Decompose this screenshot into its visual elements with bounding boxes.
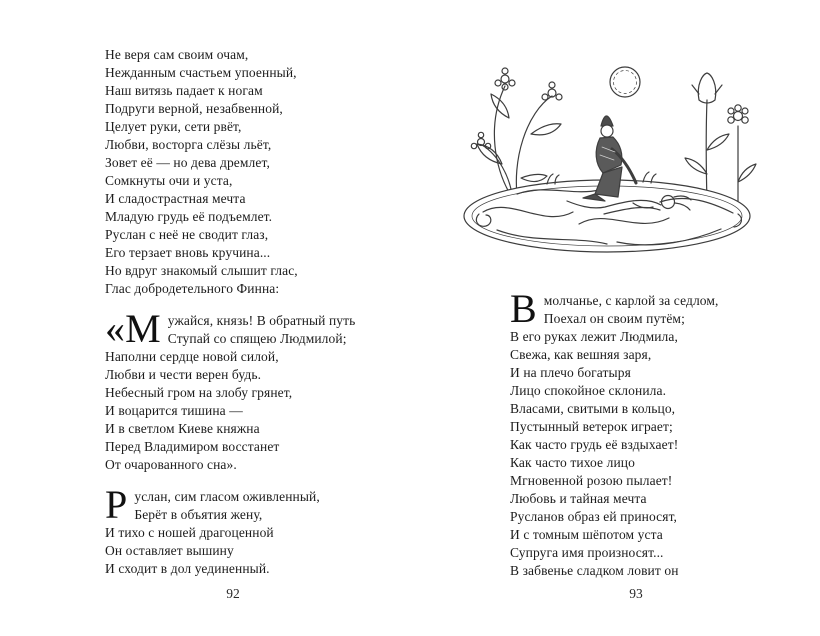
poem-line: Нежданным счастьем упоенный, xyxy=(105,65,297,80)
right-page xyxy=(410,0,820,636)
poem-line: Лицо спокойное склонила. xyxy=(510,383,667,398)
poem-line: Русланов образ ей приносят, xyxy=(510,509,678,524)
poem-line: Наш витязь падает к ногам xyxy=(105,83,263,98)
poem-line: Ступай со спящею Людмилой; xyxy=(167,331,347,346)
poem-line: ужайся, князь! В обратный путь xyxy=(167,313,356,328)
stanza-lines xyxy=(105,46,361,298)
poem-line: Сомкнуты очи и уста, xyxy=(105,173,233,188)
poem-line: Власами, свитыми в кольцо, xyxy=(510,401,676,416)
poem-line: Руслан с неё не сводит глаз, xyxy=(105,227,269,242)
poem-line: Наполни сердце новой силой, xyxy=(105,349,279,364)
poem-line: Не веря сам своим очам, xyxy=(105,47,249,62)
drop-cap: Р xyxy=(105,482,128,527)
poem-line: Но вдруг знакомый слышит глас, xyxy=(105,263,298,278)
poem-line: Подруги верной, незабвенной, xyxy=(105,101,283,116)
stanza xyxy=(105,482,361,578)
drop-cap: В xyxy=(510,286,537,331)
poem-line: Глас добродетельного Финна: xyxy=(105,281,280,296)
poem-line: Целует руки, сети рвёт, xyxy=(105,119,242,134)
poem-line: В забвенье сладком ловит он xyxy=(510,563,679,578)
poem-line: От очарованного сна». xyxy=(105,457,237,472)
poem-line: И воцарится тишина — xyxy=(105,403,243,418)
poem-line: В его руках лежит Людмила, xyxy=(510,329,678,344)
poem-line: И в светлом Киеве княжна xyxy=(105,421,260,436)
stanza-lines xyxy=(510,286,762,580)
stanza xyxy=(105,306,361,474)
poem-line: Перед Владимиром восстанет xyxy=(105,439,280,454)
stanza xyxy=(105,46,361,298)
poem-line: И сладострастная мечта xyxy=(105,191,246,206)
page-number: 92 xyxy=(226,586,240,601)
left-text-column xyxy=(105,46,361,578)
poem-line: услан, сим гласом оживленный, xyxy=(134,489,320,504)
poem-line: Его терзает вновь кручина... xyxy=(105,245,271,260)
poem-line: Любви, восторга слёзы льёт, xyxy=(105,137,272,152)
poem-line: И с томным шёпотом уста xyxy=(510,527,663,542)
right-text-column xyxy=(510,286,762,580)
poem-line: Как часто тихое лицо xyxy=(510,455,635,470)
poem-line: Небесный гром на злобу грянет, xyxy=(105,385,293,400)
poem-line: Как часто грудь её вздыхает! xyxy=(510,437,679,452)
poem-line: Поехал он своим путём; xyxy=(543,311,685,326)
poem-line: Любви и чести верен будь. xyxy=(105,367,262,382)
poem-line: Берёт в объятия жену, xyxy=(134,507,263,522)
poem-line: И на плечо богатыря xyxy=(510,365,631,380)
poem-line: молчанье, с карлой за седлом, xyxy=(543,293,719,308)
poem-line: Свежа, как вешняя заря, xyxy=(510,347,652,362)
stanza xyxy=(510,286,762,580)
poem-line: Зовет её — но дева дремлет, xyxy=(105,155,270,170)
poem-line: Младую грудь её подъемлет. xyxy=(105,209,273,224)
drop-cap: «М xyxy=(105,306,161,351)
poem-line: Пустынный ветерок играет; xyxy=(510,419,673,434)
stanza-lines xyxy=(105,482,361,578)
sun-icon xyxy=(610,67,640,97)
poem-line: И сходит в дол уединенный. xyxy=(105,561,270,576)
poem-line: Любовь и тайная мечта xyxy=(510,491,647,506)
illustration-svg xyxy=(455,52,760,264)
knight-and-ludmila-illustration xyxy=(455,52,760,264)
poem-line: Мгновенной розою пылает! xyxy=(510,473,673,488)
poem-line: Супруга имя произносят... xyxy=(510,545,664,560)
poem-line: Он оставляет вышину xyxy=(105,543,234,558)
poem-line: И тихо с ношей драгоценной xyxy=(105,525,274,540)
page-number: 93 xyxy=(629,586,643,601)
